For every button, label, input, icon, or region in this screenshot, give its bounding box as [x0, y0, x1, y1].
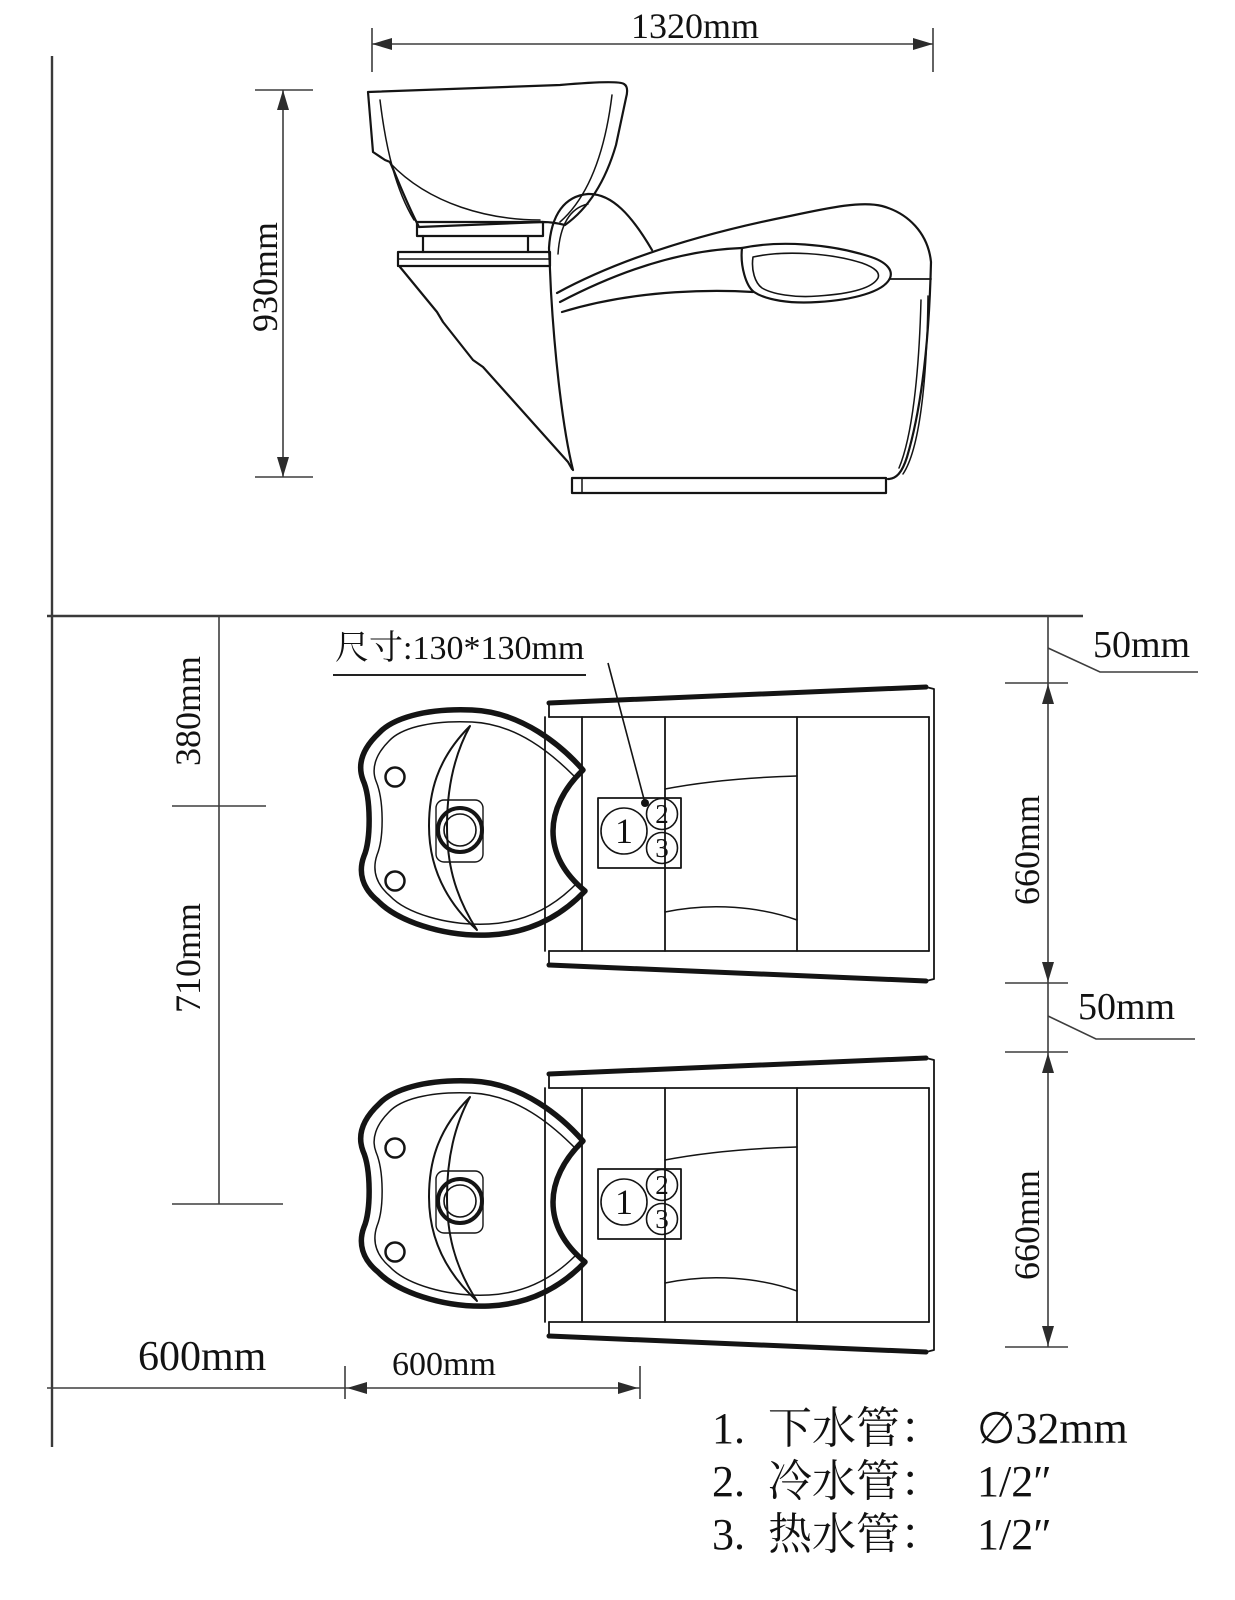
unit2-port-3: 3 [655, 1203, 669, 1234]
unit1-port-1: 1 [615, 811, 633, 851]
cutout-size-label: 尺寸:130*130mm [333, 620, 586, 676]
pipe-legend [712, 1402, 1192, 1561]
legend-value: ∅32mm [977, 1404, 1128, 1453]
dim-side-height: 930mm [245, 222, 285, 333]
legend-value: 1/2″ [977, 1510, 1052, 1559]
legend-value: 1/2″ [977, 1457, 1052, 1506]
unit1-port-2: 2 [655, 798, 669, 829]
legend-num: 1. [712, 1404, 745, 1453]
dim-top-width: 1320mm [630, 6, 759, 46]
unit1-port-3: 3 [655, 832, 669, 863]
legend-num: 2. [712, 1457, 745, 1506]
unit2-port-2: 2 [655, 1169, 669, 1200]
legend-label: 热水管： [768, 1510, 944, 1559]
pedestal-sides [423, 236, 528, 252]
armrest-hole-inner [752, 253, 878, 296]
legend-row-hot [712, 1508, 1192, 1561]
dim-gap-wall: 50mm [1093, 624, 1191, 666]
dim-offset-710: 710mm [168, 903, 208, 1014]
legend-row-drain [712, 1402, 1192, 1455]
basin-side-inner-right [560, 95, 612, 222]
base-plinth [572, 478, 886, 493]
headrest-inner [558, 204, 588, 254]
legend-num: 3. [712, 1510, 745, 1559]
legend-row-cold [712, 1455, 1192, 1508]
dim-unit2-depth: 660mm [1007, 1170, 1047, 1281]
side-view-drawing [368, 82, 931, 493]
cutout-leader [608, 663, 649, 807]
legend-label: 下水管： [768, 1404, 944, 1453]
dim-unit1-depth: 660mm [1007, 795, 1047, 906]
unit2-port-1: 1 [615, 1182, 633, 1222]
backrest-outer-sweep [557, 204, 931, 479]
dim-offset-380: 380mm [168, 656, 208, 767]
armrest-hole-outer [742, 244, 891, 303]
support-leg-edge [400, 267, 572, 469]
dim-gap-units: 50mm [1078, 986, 1176, 1028]
legend-label: 冷水管： [768, 1457, 944, 1506]
dim-left-clearance: 600mm [138, 1334, 267, 1380]
headrest-left-and-seat-front [549, 194, 588, 470]
seat-surface-line [562, 291, 753, 312]
headrest-right [588, 194, 652, 250]
dim-basin-width: 600mm [392, 1346, 496, 1383]
